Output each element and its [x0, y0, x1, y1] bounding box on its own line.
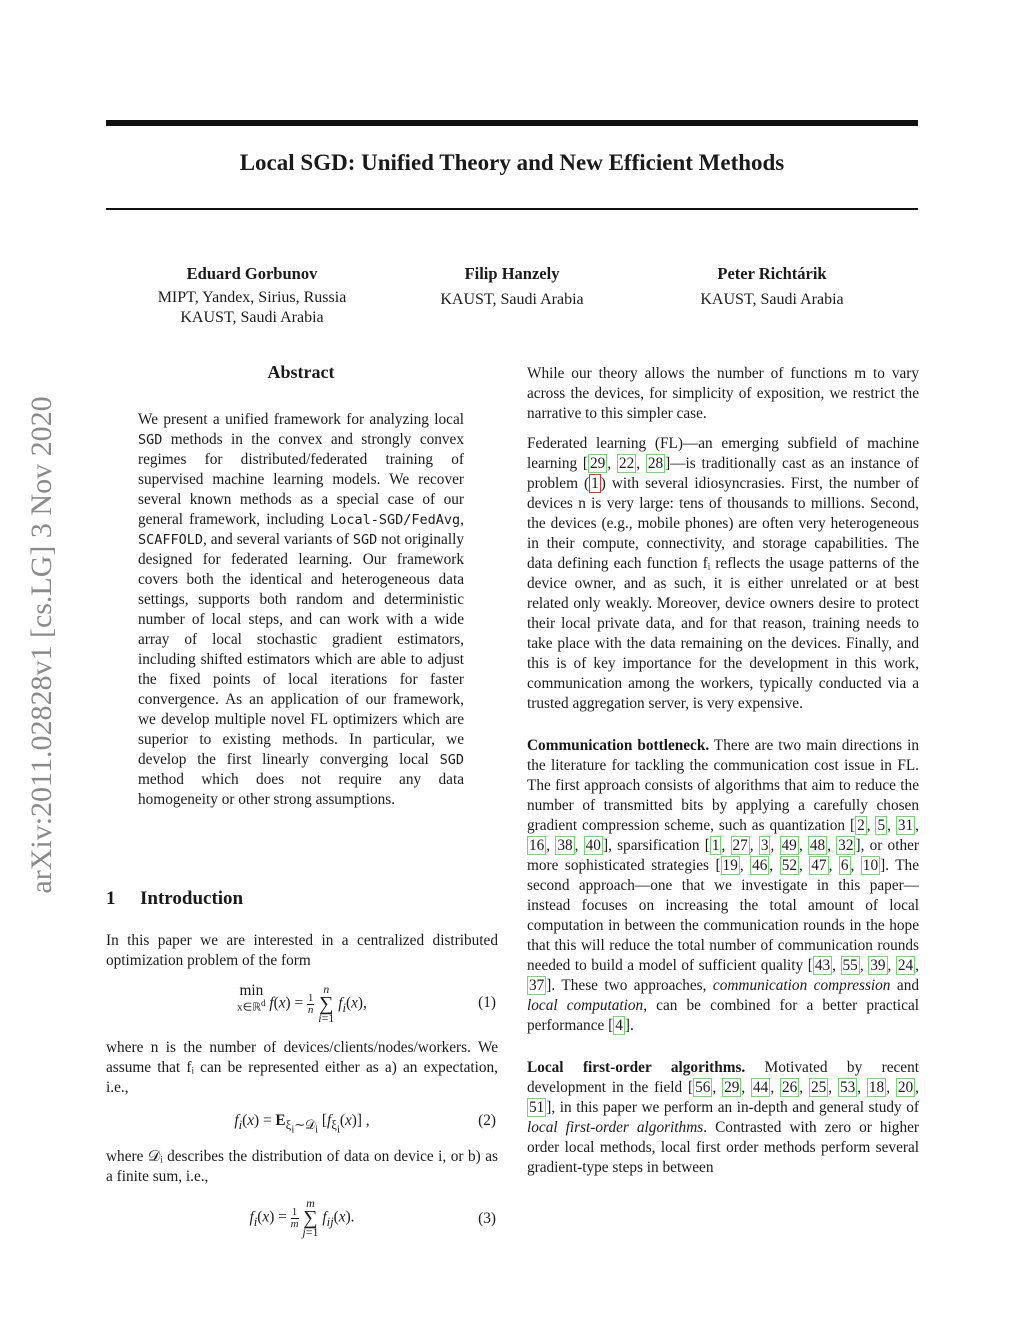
paragraph: Local first-order algorithms. Motivated by recent development in the field [ 56 , 29 , 44 , 26 , 25 , 53 , 18 , 20 , 51 ], in this paper we perform an in-depth and general study of local first-order algorithms. Contrasted with zero or higher order local methods, local first order methods perform several gradient-type steps in between [527, 1059, 919, 1176]
title-bottom-rule [106, 208, 918, 210]
citation-link[interactable]: 46 [752, 857, 768, 874]
citation-link[interactable]: 2 [857, 817, 865, 834]
citation-link[interactable]: 27 [732, 837, 748, 854]
citation-link[interactable]: 22 [618, 455, 635, 472]
author-2 [400, 264, 624, 310]
citation-link[interactable]: 19 [722, 857, 738, 874]
equation-2: $f_i(x) = E_{\xi_i\sim 𝒟_i}$ $[f_{\xi_i}(x)]$ , (2) [234, 1112, 496, 1136]
citation-link[interactable]: 24 [897, 957, 914, 974]
citation-link[interactable]: 29 [590, 455, 606, 472]
author-affiliation: KAUST, Saudi Arabia [180, 309, 324, 326]
abstract-body: We present a unified framework for analyzing local SGD methods in the convex and strongly convex regimes for distributed/federated training of supervised machine learning models. We recover several known methods as a special case of our general framework, including Local-SGD/FedAvg, SCAFFOLD, and several variants of SGD not originally designed for federated learning. Our framework covers both the identical and heterogeneous data settings, supports both random and deterministic number of local steps, and can work with a wide array of local stochastic gradient estimators, including shifted estimators which are able to adjust the fixed points of local iterations for faster convergence. As an application of our framework, we develop multiple novel FL optimizers which are superior to existing methods. In particular, we develop the first linearly converging local SGD method which does not require any data homogeneity or other strong assumptions. [138, 411, 464, 808]
right-column [527, 364, 919, 1178]
citation-link[interactable]: 28 [647, 455, 664, 472]
citation-link[interactable]: 37 [529, 977, 545, 994]
citation-link[interactable]: 10 [862, 857, 879, 874]
equation-3: $f_i(x)$ = $\frac{1}{m}$ m ∑ j=1 $f_{ij}(x)$. (3) [249, 1196, 496, 1239]
author-affiliation: KAUST, Saudi Arabia [440, 291, 584, 308]
arxiv-identifier: arXiv:2011.02828v1 [cs.LG] 3 Nov 2020 [25, 396, 58, 894]
equation-reference-link[interactable]: 1 [591, 475, 599, 492]
citation-link[interactable]: 18 [868, 1079, 885, 1096]
section-heading: 1 Introduction [106, 888, 244, 909]
author-name: Filip Hanzely [464, 264, 560, 283]
citation-link[interactable]: 38 [557, 837, 573, 854]
citation-link[interactable]: 47 [811, 857, 827, 874]
citation-link[interactable]: 43 [814, 957, 831, 974]
title-top-rule [106, 120, 918, 126]
citation-link[interactable]: 20 [897, 1079, 914, 1096]
citation-link[interactable]: 56 [695, 1079, 711, 1096]
citation-link[interactable]: 6 [840, 857, 849, 874]
paragraph: Communication bottleneck. There are two main directions in the literature for tackling the communication cost issue in FL. The first approach consists of algorithms that aim to reduce the number of transmitted bits by applying a carefully chosen gradient compression scheme, such as quantization [ 2 , 5 , 31 , 16 , 38 , 40 ], sparsification [ 1 , 27 , 3 , 49 , 48 , 32 ], or other more sophisticated strategies [ 19 , 46 , 52 , 47 , 6 , 10 ]. The second approach—one that we investigate in this paper—instead focuses on increasing the total amount of local computation in between the communication rounds in the hope that this will reduce the total number of communication rounds needed to build a model of sufficient quality [ 43 , 55 , 39 , 24 , 37 ]. These two approaches, communication compression and local computation, can be combined for a better practical performance [ 4 ]. [527, 737, 920, 1034]
citation-link[interactable]: 16 [529, 837, 545, 854]
author-affiliation: MIPT, Yandex, Sirius, Russia [157, 289, 347, 306]
author-3 [660, 264, 884, 310]
abstract-heading: Abstract [267, 362, 335, 382]
intro-paragraph: where n is the number of devices/clients/nodes/workers. We assume that fᵢ can be represented either as a) an expectation, i.e., [106, 1039, 498, 1096]
paragraph: While our theory allows the number of functions m to vary across the devices, for simplicity of exposition, we restrict the narrative to this simpler case. [527, 365, 919, 422]
citation-link[interactable]: 5 [877, 817, 886, 834]
citation-link[interactable]: 31 [897, 817, 914, 834]
citation-link[interactable]: 1 [711, 837, 720, 854]
citation-link[interactable]: 55 [842, 957, 858, 974]
citation-link[interactable]: 48 [809, 837, 826, 854]
citation-link[interactable]: 3 [760, 837, 769, 854]
paper-title: Local SGD: Unified Theory and New Efficient Methods [239, 150, 785, 175]
citation-link[interactable]: 52 [781, 857, 797, 874]
citation-link[interactable]: 29 [724, 1079, 740, 1096]
intro-paragraph: In this paper we are interested in a centralized distributed optimization problem of the form [106, 932, 498, 969]
citation-link[interactable]: 44 [753, 1079, 769, 1096]
author-affiliation: KAUST, Saudi Arabia [700, 291, 844, 308]
citation-link[interactable]: 49 [781, 837, 797, 854]
author-name: Eduard Gorbunov [186, 264, 318, 283]
intro-paragraph: where 𝒟ᵢ describes the distribution of data on device i, or b) as a finite sum, i.e., [106, 1148, 498, 1185]
citation-link[interactable]: 4 [615, 1017, 623, 1034]
citation-link[interactable]: 53 [839, 1079, 856, 1096]
citation-link[interactable]: 51 [529, 1099, 545, 1116]
citation-link[interactable]: 26 [782, 1079, 798, 1096]
author-1 [130, 264, 374, 328]
equation-1: min x∈ℝ$^d$ f(x) = $\frac{1}{n}$ n ∑ i=1 $f_i(x)$, (1) [237, 982, 496, 1025]
citation-link[interactable]: 39 [870, 957, 886, 974]
citation-link[interactable]: 32 [838, 837, 854, 854]
citation-link[interactable]: 40 [585, 837, 601, 854]
paragraph: Federated learning (FL)—an emerging subfield of machine learning [ 29 , 22 , 28 ]—is traditionally cast as an instance of problem ( 1 ) with several idiosyncrasies. First, the number of devices n is very large: tens of thousands to millions. Second, the devices (e.g., mobile phones) are often very heterogeneous in their compute, connectivity, and storage capabilities. The data defining each function fᵢ reflects the usage patterns of the device owner, and as such, it is either unrelated or at best related only weakly. Moreover, device owners desire to protect their local private data, and for that reason, training needs to take place with the data remaining on the devices. Finally, and this is of key importance for the development in this work, communication among the workers, typically conducted via a trusted aggregation server, is very expensive. [527, 435, 919, 712]
author-name: Peter Richtárik [717, 264, 827, 283]
citation-link[interactable]: 25 [810, 1079, 827, 1096]
